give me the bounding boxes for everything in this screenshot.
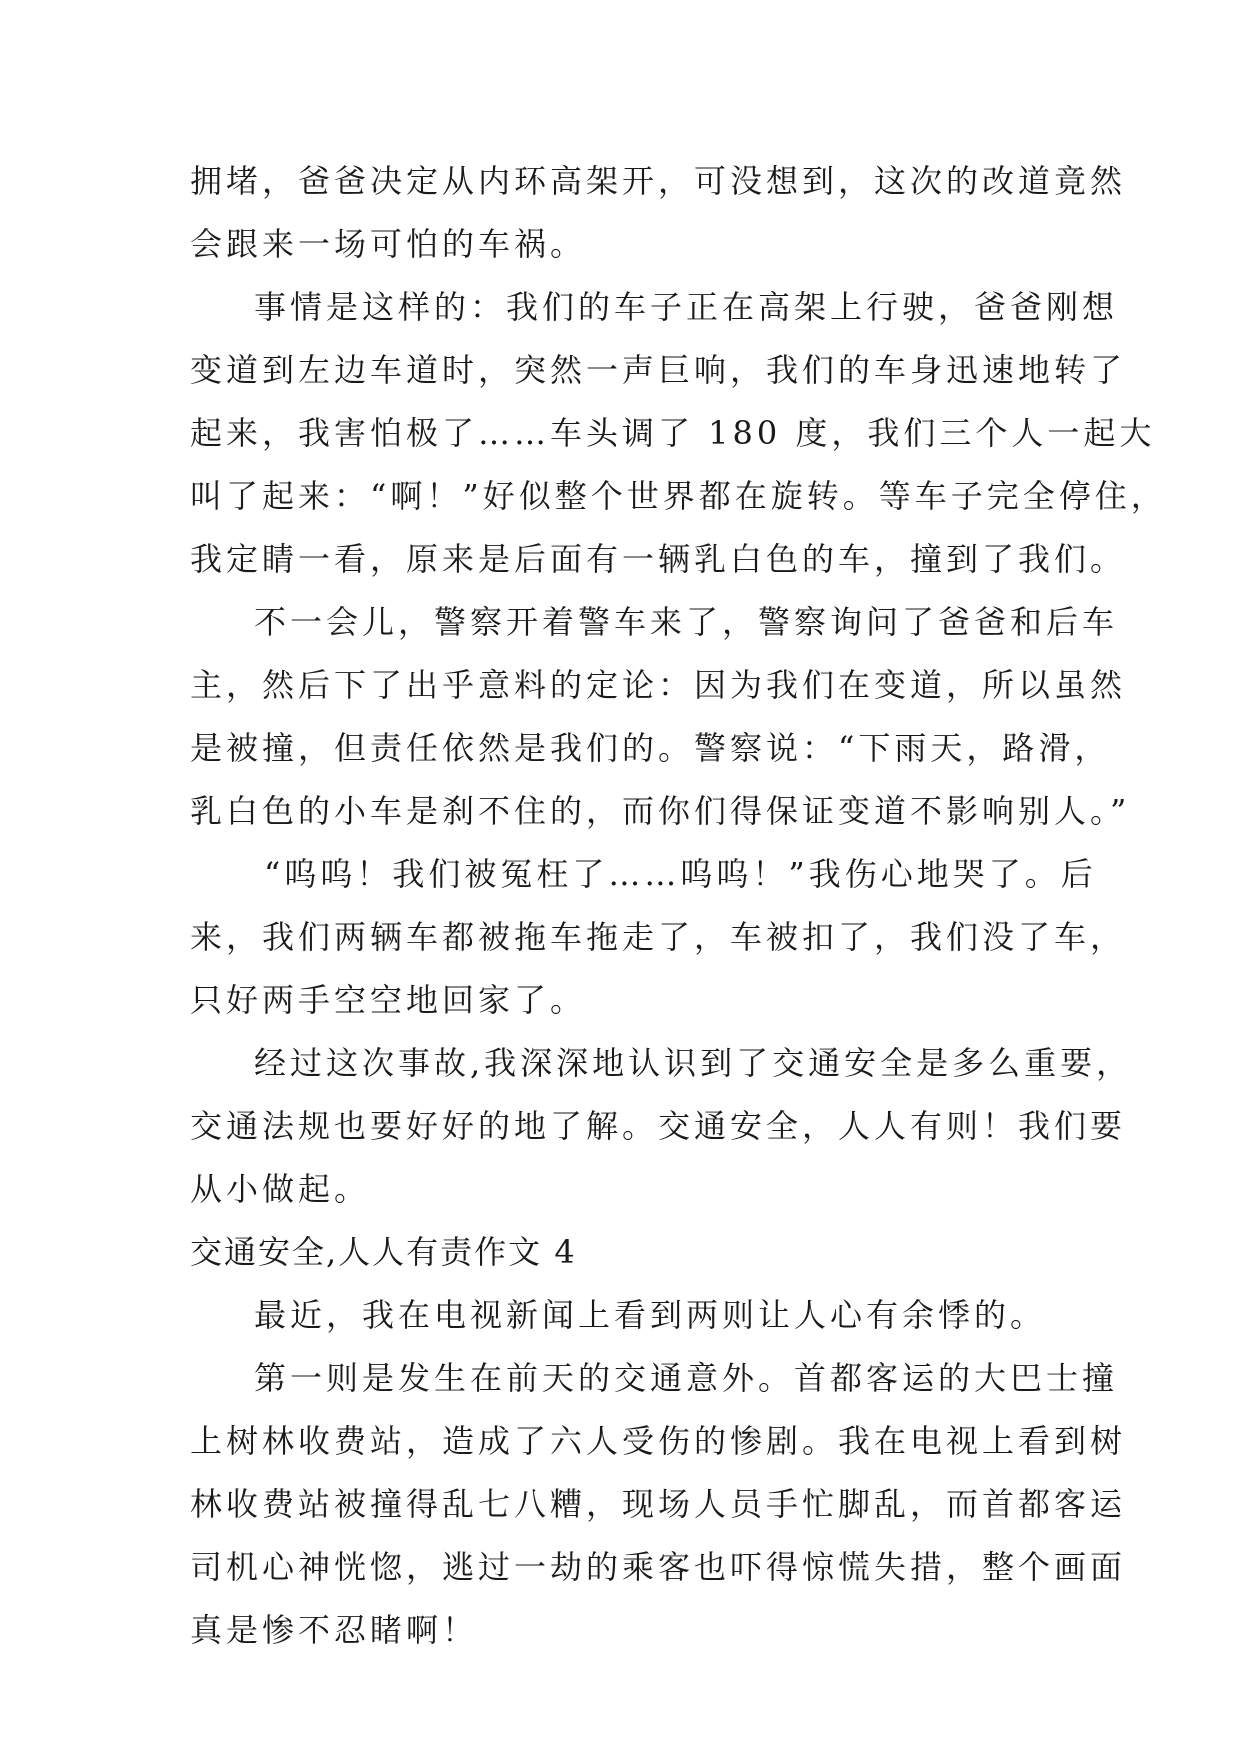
paragraph-line: 林收费站被撞得乱七八糟，现场人员手忙脚乱，而首都客运 (190, 1485, 1127, 1523)
paragraph-line: 起来，我害怕极了……车头调了 180 度，我们三个人一起大 (190, 414, 1156, 452)
paragraph-line: 我定睛一看，原来是后面有一辆乳白色的车，撞到了我们。 (190, 540, 1127, 578)
section-heading: 交通安全,人人有责作文 4 (190, 1233, 577, 1271)
paragraph-line: “呜呜！我们被冤枉了……呜呜！”我伤心地哭了。后 (264, 855, 1097, 893)
document-page (190, 150, 1167, 1662)
paragraph-line: 变道到左边车道时，突然一声巨响，我们的车身迅速地转了 (190, 351, 1127, 389)
paragraph-line: 不一会儿，警察开着警车来了，警察询问了爸爸和后车 (254, 603, 1119, 641)
paragraph-line: 交通法规也要好好的地了解。交通安全，人人有则！我们要 (190, 1107, 1127, 1145)
paragraph-line: 主，然后下了出乎意料的定论：因为我们在变道，所以虽然 (190, 666, 1127, 704)
paragraph-line: 事情是这样的：我们的车子正在高架上行驶，爸爸刚想 (254, 288, 1119, 326)
paragraph-line: 拥堵，爸爸决定从内环高架开，可没想到，这次的改道竟然 (190, 162, 1127, 200)
paragraph-line: 上树林收费站，造成了六人受伤的惨剧。我在电视上看到树 (190, 1422, 1127, 1460)
paragraph-line: 从小做起。 (190, 1170, 371, 1208)
paragraph-line: 叫了起来：“啊！”好似整个世界都在旋转。等车子完全停住， (190, 477, 1167, 515)
paragraph-line: 是被撞，但责任依然是我们的。警察说：“下雨天，路滑， (190, 729, 1111, 767)
paragraph-line: 经过这次事故,我深深地认识到了交通安全是多么重要， (254, 1044, 1133, 1082)
paragraph-line: 来，我们两辆车都被拖车拖走了，车被扣了，我们没了车， (190, 918, 1127, 956)
paragraph-line: 最近，我在电视新闻上看到两则让人心有余悸的。 (254, 1296, 1047, 1334)
paragraph-line: 真是惨不忍睹啊！ (190, 1611, 479, 1649)
paragraph-line: 司机心神恍惚，逃过一劫的乘客也吓得惊慌失措，整个画面 (190, 1548, 1127, 1586)
paragraph-line: 会跟来一场可怕的车祸。 (190, 225, 587, 263)
paragraph-line: 乳白色的小车是刹不住的，而你们得保证变道不影响别人。” (190, 792, 1131, 830)
paragraph-line: 第一则是发生在前天的交通意外。首都客运的大巴士撞 (254, 1359, 1119, 1397)
paragraph-line: 只好两手空空地回家了。 (190, 981, 587, 1019)
